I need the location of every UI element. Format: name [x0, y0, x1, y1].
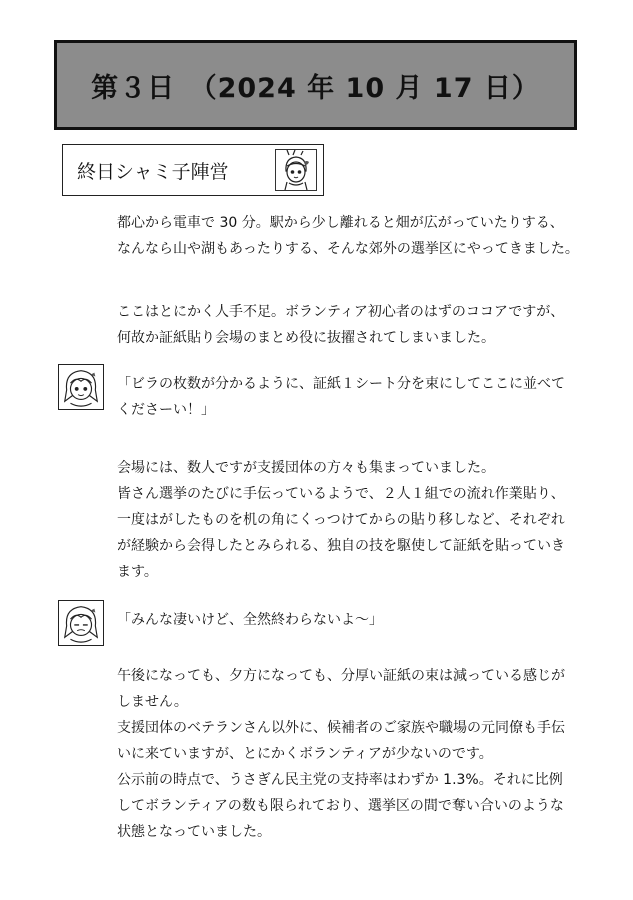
cocoa-avatar-icon — [58, 364, 104, 410]
text-line: ここはとにかく人手不足。ボランティア初心者のはずのココアですが、 — [117, 304, 565, 320]
text-line: 公示前の時点で、うさぎん民主党の支持率はわずか 1.3%。それに比例 — [117, 772, 563, 788]
text-line: 会場には、数人ですが支援団体の方々も集まっていました。 — [117, 460, 495, 476]
day-title: 第３日 （2024 年 10 月 17 日） — [91, 72, 540, 104]
day-title-banner — [54, 40, 577, 130]
paragraph — [117, 455, 607, 585]
text-line: してボランティアの数も限られており、選挙区の間で奪い合いのような — [117, 798, 564, 814]
text-line: 何故か証紙貼り会場のまとめ役に抜擢されてしまいました。 — [117, 330, 495, 346]
dialogue — [117, 371, 607, 423]
text-line: 皆さん選挙のたびに手伝っているようで、２人１組での流れ作業貼り、 — [117, 486, 565, 502]
text-line: が経験から会得したとみられる、独自の技を駆使して証紙を貼っていき — [117, 538, 565, 554]
section-title: 終日シャミ子陣営 — [77, 160, 229, 183]
text-line: ます。 — [117, 564, 158, 580]
paragraph — [117, 210, 607, 262]
character-face-icon — [275, 149, 317, 191]
text-line: 支援団体のベテランさん以外に、候補者のご家族や職場の元同僚も手伝 — [117, 720, 565, 736]
paragraph — [117, 663, 607, 845]
paragraph — [117, 299, 607, 351]
text-line: いに来ていますが、とにかくボランティアが少ないのです。 — [117, 746, 493, 762]
text-line: なんなら山や湖もあったりする、そんな郊外の選挙区にやってきました。 — [117, 241, 579, 257]
text-line: 都心から電車で 30 分。駅から少し離れると畑が広がっていたりする、 — [117, 215, 564, 231]
dialogue — [117, 607, 607, 633]
text-line: 「ビラの枚数が分かるように、証紙１シート分を束にしてここに並べて — [117, 376, 565, 392]
text-line: しません。 — [117, 694, 188, 710]
section-heading-box — [62, 144, 324, 196]
text-line: 状態となっていました。 — [117, 824, 271, 840]
text-line: 「みんな凄いけど、全然終わらないよ～」 — [117, 612, 383, 628]
text-line: くださーい！」 — [117, 402, 215, 418]
cocoa-avatar-icon — [58, 600, 104, 646]
text-line: 一度はがしたものを机の角にくっつけてからの貼り移しなど、それぞれ — [117, 512, 565, 528]
text-line: 午後になっても、夕方になっても、分厚い証紙の束は減っている感じが — [117, 668, 565, 684]
